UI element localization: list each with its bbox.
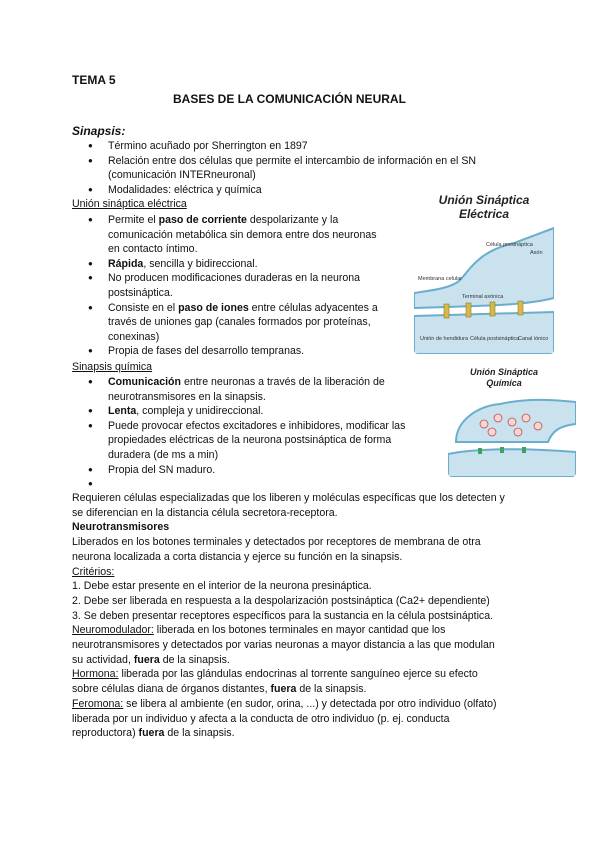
list-item: ● Rápida, sencilla y bidireccional. — [88, 257, 378, 272]
electrical-synapse-figure — [414, 188, 554, 354]
criterios-heading: Critérios: — [72, 566, 115, 578]
list-item: ● Propia del SN maduro. — [88, 463, 405, 478]
svg-text:Eléctrica: Eléctrica — [458, 207, 510, 221]
svg-text:Química: Química — [486, 378, 522, 388]
svg-text:Célula postsináptica: Célula postsináptica — [470, 336, 520, 342]
svg-text:Canal iónico: Canal iónico — [518, 336, 549, 342]
quimica-heading: Sinapsis química — [72, 361, 153, 373]
paragraph-line: sobre células diana de órganos distantes, fuera de la sinapsis. — [72, 683, 367, 695]
paragraph-line: neurotransmisores y detectados por varias neuronas a mayor distancia a las que modulan — [72, 639, 495, 651]
paragraph-line: su actividad, fuera de la sinapsis. — [72, 654, 230, 666]
neuromodulador-line: Neuromodulador: liberada en los botones terminales en mayor cantidad que los — [72, 624, 446, 636]
list-item: ● Propia de fases del desarrollo tempranas. — [88, 344, 378, 359]
list-item: ● Término acuñado por Sherrington en 1897 — [88, 139, 476, 154]
feromona-line: Feromona: se libera al ambiente (en sudor, orina, ...) y detectada por otro individuo (olfato) — [72, 698, 497, 710]
paragraph-line: Requieren células especializadas que los liberen y moléculas específicas que los detecten y — [72, 492, 505, 504]
electrical-synapse-illustration — [414, 188, 554, 354]
list-item — [88, 477, 405, 492]
criterio-item: 1. Debe estar presente en el interior de la neurona presináptica. — [72, 580, 372, 592]
quimica-list — [88, 375, 405, 492]
list-item: ● Puede provocar efectos excitadores e inhibidores, modificar las propiedades eléctricas de la neurona postsináptica de forma duradera (de ms a min) — [88, 419, 405, 463]
paragraph-line: neurona localizada a corta distancia y ejerce su función en la sinapsis. — [72, 551, 403, 563]
electrica-heading: Unión sináptica eléctrica — [72, 198, 187, 210]
svg-text:Terminal axónica: Terminal axónica — [462, 294, 504, 300]
paragraph-line: Liberados en los botones terminales y detectados por receptores de membrana de otra — [72, 536, 481, 548]
svg-text:Unión Sináptica: Unión Sináptica — [469, 367, 539, 377]
list-item: ● Permite el paso de corriente despolarizante y la comunicación metabólica sin demora entre dos neuronas en contacto íntimo. — [88, 213, 378, 257]
svg-text:Membrana celular: Membrana celular — [418, 276, 463, 282]
list-item: ● Consiste en el paso de iones entre células adyacentes a través de uniones gap (canales formados por proteínas, conexinas) — [88, 301, 378, 345]
paragraph-line: reproductora) fuera de la sinapsis. — [72, 727, 235, 739]
tema-label: TEMA 5 — [72, 73, 116, 87]
page-title: BASES DE LA COMUNICACIÓN NEURAL — [173, 92, 406, 106]
list-item: ● Lenta, compleja y unidireccional. — [88, 404, 405, 419]
svg-text:Célula presináptica: Célula presináptica — [486, 242, 533, 248]
sinapsis-heading: Sinapsis: — [72, 124, 126, 138]
svg-text:Unión Sináptica: Unión Sináptica — [438, 193, 530, 207]
electrica-list — [88, 213, 378, 359]
paragraph-line: liberada por un individuo y afecta a la conducta de otro individuo (p. ej. conducta — [72, 713, 450, 725]
list-item: ● No producen modificaciones duraderas en la neurona postsináptica. — [88, 271, 378, 300]
criterio-item: 2. Debe ser liberada en respuesta a la despolarización postsináptica (Ca2+ dependiente) — [72, 595, 490, 607]
neurotransmisores-heading: Neurotransmisores — [72, 521, 170, 533]
paragraph-line: se diferencian en la distancia célula secretora-receptora. — [72, 507, 338, 519]
list-item: ● Comunicación entre neuronas a través de la liberación de neurotransmisores en la sinapsis. — [88, 375, 405, 404]
criterio-item: 3. Se deben presentar receptores específicos para la sustancia en la célula postsináptica. — [72, 610, 494, 622]
hormona-line: Hormona: liberada por las glándulas endocrinas al torrente sanguíneo ejerce su efecto — [72, 668, 478, 680]
list-item: ● Relación entre dos células que permite el intercambio de información en el SN (comunicación INTERneuronal) — [88, 154, 476, 183]
chemical-synapse-figure — [448, 362, 576, 477]
svg-text:Unión de hendidura: Unión de hendidura — [420, 336, 469, 342]
chemical-synapse-illustration — [448, 362, 576, 477]
list-item: ● Modalidades: eléctrica y química — [88, 183, 476, 198]
svg-text:Axón: Axón — [530, 250, 543, 256]
